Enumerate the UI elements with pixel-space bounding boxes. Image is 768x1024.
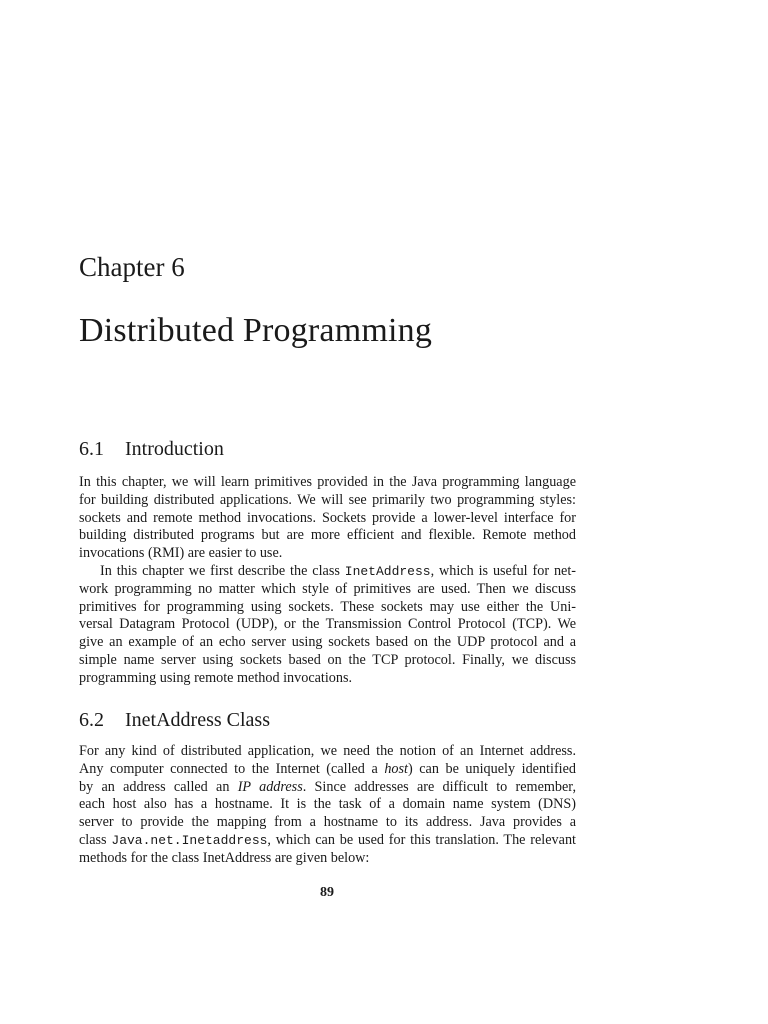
text-line: sockets and remote method invocations. Sockets provide a lower-level interface for xyxy=(79,509,576,526)
text-run: Any computer connected to the Internet (called a xyxy=(79,760,385,777)
term-host: host xyxy=(384,760,408,777)
section-number: 6.2 xyxy=(79,709,104,731)
text-line: methods for the class InetAddress are given below: xyxy=(79,849,370,866)
text-line: work programming no matter which style of primitives are used. Then we discuss xyxy=(79,580,576,597)
text-run: In this chapter we first describe the class xyxy=(100,563,345,579)
section-title: Introduction xyxy=(125,438,224,460)
paragraph-inetaddress xyxy=(79,743,576,868)
text-run: by an address called an xyxy=(79,778,238,795)
text-line: building distributed programs but are more efficient and flexible. Remote method xyxy=(79,527,576,544)
text-line xyxy=(79,832,576,850)
text-line: invocations (RMI) are easier to use. xyxy=(79,545,283,562)
text-line: versal Datagram Protocol (UDP), or the Transmission Control Protocol (TCP). We xyxy=(79,616,576,633)
text-run: , which is useful for net- xyxy=(430,563,576,579)
text-line: for building distributed applications. We will see primarily two programming styles: xyxy=(79,491,576,508)
text-line: give an example of an echo server using sockets based on the UDP protocol and a xyxy=(79,634,576,651)
text-line: server to provide the mapping from a hostname to its address. Java provides a xyxy=(79,814,576,831)
chapter-label: Chapter 6 xyxy=(79,252,185,282)
paragraph-intro-2 xyxy=(79,563,576,688)
paragraph-intro-1 xyxy=(79,474,576,563)
text-line: In this chapter, we will learn primitives provided in the Java programming language xyxy=(79,474,576,490)
text-line: simple name server using sockets based on the TCP protocol. Finally, we discuss xyxy=(79,651,576,668)
text-line: each host also has a hostname. It is the task of a domain name system (DNS) xyxy=(79,796,576,813)
chapter-title: Distributed Programming xyxy=(79,312,433,349)
text-run: class xyxy=(79,831,112,848)
section-number: 6.1 xyxy=(79,438,104,460)
section-heading-introduction xyxy=(79,437,224,461)
text-line: primitives for programming using sockets. These sockets may use either the Uni- xyxy=(79,598,576,615)
code-inetaddress: InetAddress xyxy=(344,564,431,579)
text-line xyxy=(79,761,576,779)
text-run: , which can be used for this translation. The relevant xyxy=(267,831,576,848)
text-line: For any kind of distributed application, we need the notion of an Internet address. xyxy=(79,743,576,759)
section-heading-inetaddress-class xyxy=(79,708,270,732)
text-run: . Since addresses are difficult to remember, xyxy=(302,778,577,795)
text-line xyxy=(79,779,576,797)
text-run: ) can be uniquely identified xyxy=(407,760,576,777)
code-java-net-inetaddress: Java.net.Inetaddress xyxy=(111,832,268,848)
text-line: programming using remote method invocations. xyxy=(79,669,353,686)
text-line xyxy=(79,563,576,581)
page-number: 89 xyxy=(320,885,334,900)
section-title: InetAddress Class xyxy=(125,709,270,731)
term-ip-address: IP address xyxy=(237,778,303,795)
